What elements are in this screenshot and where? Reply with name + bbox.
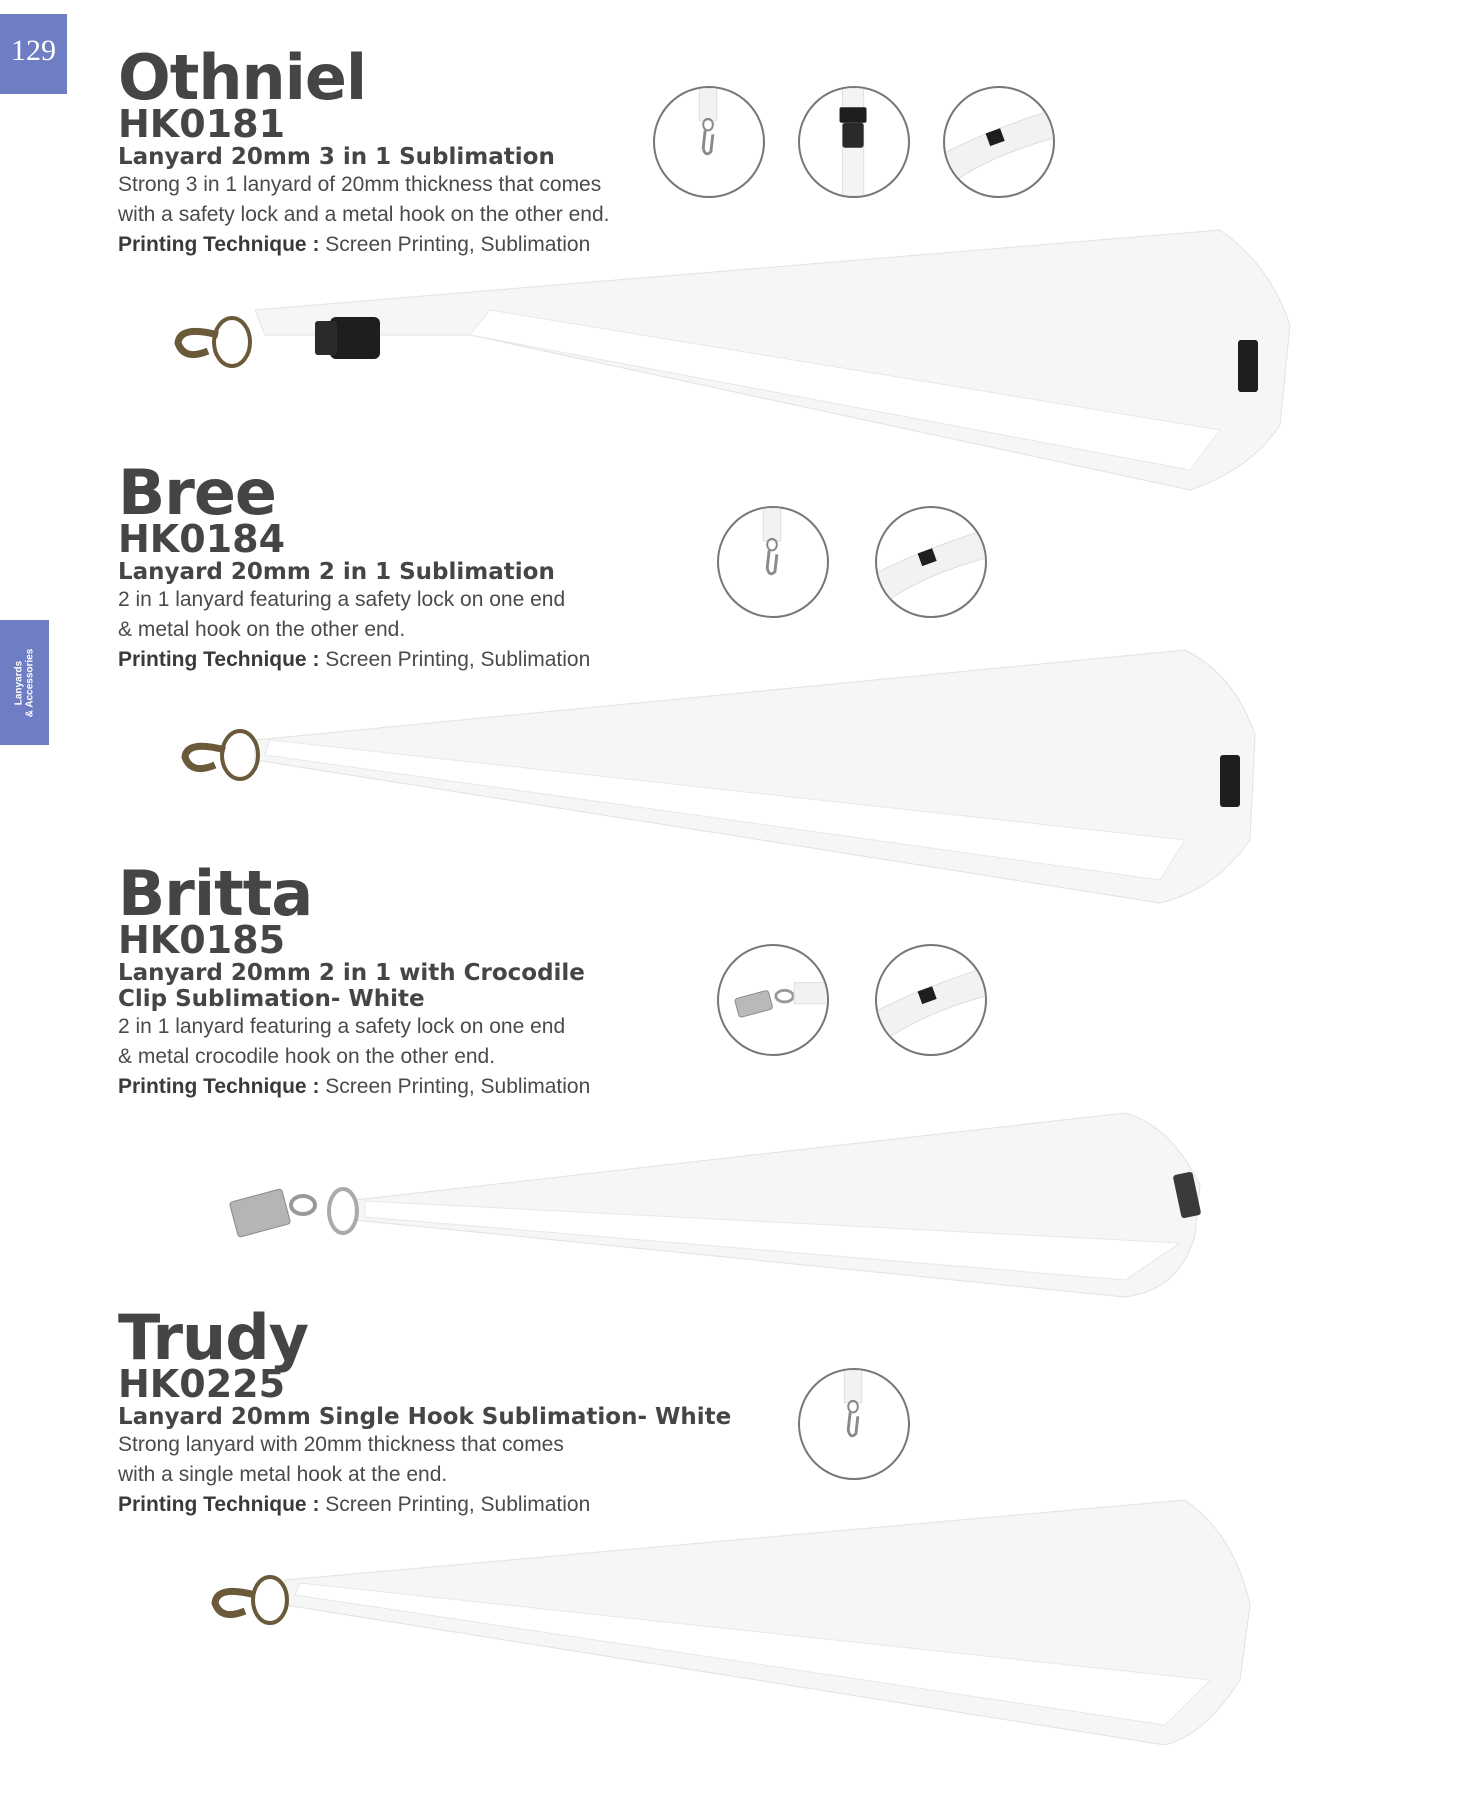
product-desc-line1: 2 in 1 lanyard featuring a safety lock on one end	[118, 1015, 566, 1038]
product-name: Bree	[118, 456, 276, 529]
product-desc-line1: 2 in 1 lanyard featuring a safety lock on one end	[118, 588, 566, 611]
lanyard-image	[225, 1105, 1245, 1305]
section-tab-line2: & Accessories	[24, 648, 36, 717]
product-desc-line1: Strong lanyard with 20mm thickness that comes	[118, 1433, 564, 1456]
metal-hook	[178, 331, 218, 354]
safety-lock-icon	[875, 506, 987, 618]
product-desc-line2: & metal hook on the other end.	[118, 618, 406, 641]
product-desc-line2: with a safety lock and a metal hook on the other end.	[118, 203, 610, 226]
section-tab-line1: Lanyards	[13, 660, 25, 705]
printing-technique-label: Printing Technique :	[118, 1493, 320, 1516]
product-title: Lanyard 20mm 2 in 1 Sublimation	[118, 559, 555, 585]
printing-technique-value: Screen Printing, Sublimation	[325, 1493, 591, 1516]
product-title: Lanyard 20mm 2 in 1 with Crocodile	[118, 960, 585, 986]
safety-lock-icon	[875, 944, 987, 1056]
clip-ring	[329, 1189, 357, 1233]
buckle	[330, 317, 380, 359]
product-bree	[118, 456, 798, 675]
crocodile-clip	[229, 1189, 290, 1238]
printing-technique	[118, 1072, 798, 1102]
product-code: HK0181	[118, 102, 286, 146]
product-code: HK0225	[118, 1362, 286, 1406]
product-name: Britta	[118, 857, 313, 930]
safety-lock-icon	[943, 86, 1055, 198]
product-title: Lanyard 20mm 3 in 1 Sublimation	[118, 144, 555, 170]
lanyard-image	[205, 1495, 1265, 1755]
printing-technique-value: Screen Printing, Sublimation	[325, 233, 591, 256]
printing-technique-value: Screen Printing, Sublimation	[325, 1075, 591, 1098]
printing-technique-label: Printing Technique :	[118, 648, 320, 671]
product-britta	[118, 857, 798, 1102]
printing-technique-label: Printing Technique :	[118, 233, 320, 256]
metal-hook-icon	[798, 1368, 910, 1480]
product-title: Lanyard 20mm Single Hook Sublimation- White	[118, 1404, 732, 1430]
safety-lock	[1238, 340, 1258, 392]
product-trudy	[118, 1301, 798, 1520]
printing-technique-value: Screen Printing, Sublimation	[325, 648, 591, 671]
product-desc-line2: with a single metal hook at the end.	[118, 1463, 448, 1486]
page-number-text: 129	[11, 34, 56, 67]
lanyard-image	[170, 225, 1310, 500]
product-title-line2: Clip Sublimation- White	[118, 986, 425, 1012]
metal-hook-icon	[717, 506, 829, 618]
metal-hook	[185, 746, 225, 768]
metal-hook-icon	[653, 86, 765, 198]
hook-ring	[253, 1577, 287, 1623]
printing-technique-label: Printing Technique :	[118, 1075, 320, 1098]
section-tab	[0, 620, 49, 745]
product-name: Othniel	[118, 41, 367, 114]
metal-hook	[215, 1591, 255, 1614]
crocodile-clip-icon	[717, 944, 829, 1056]
product-code: HK0185	[118, 918, 286, 962]
product-code: HK0184	[118, 517, 286, 561]
product-desc-line2: & metal crocodile hook on the other end.	[118, 1045, 496, 1068]
product-desc-line1: Strong 3 in 1 lanyard of 20mm thickness that comes	[118, 173, 602, 196]
page-number	[0, 14, 67, 94]
safety-buckle-icon	[798, 86, 910, 198]
safety-lock	[1220, 755, 1240, 807]
hook-ring	[222, 731, 258, 779]
section-tab-label	[14, 648, 36, 717]
hook-ring	[214, 318, 250, 366]
product-name: Trudy	[118, 1301, 308, 1374]
